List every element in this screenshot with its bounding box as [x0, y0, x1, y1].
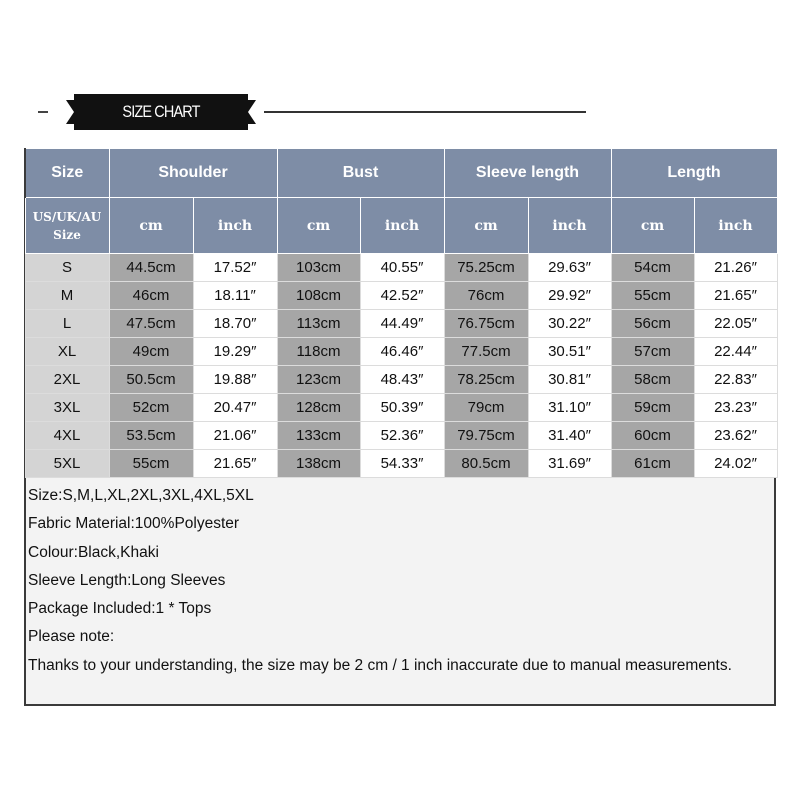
- size-cell: S: [25, 254, 109, 282]
- measurement-cell: 20.47″: [193, 394, 277, 422]
- measurement-cell: 31.69″: [528, 450, 611, 478]
- measurement-cell: 50.39″: [360, 394, 444, 422]
- measurement-cell: 79.75cm: [444, 422, 528, 450]
- table-row: [25, 394, 777, 422]
- note-please-note: Please note:: [28, 628, 115, 646]
- measurement-cell: 46.46″: [360, 338, 444, 366]
- measurement-cell: 23.62″: [694, 422, 777, 450]
- measurement-cell: 19.29″: [193, 338, 277, 366]
- measurement-cell: 76.75cm: [444, 310, 528, 338]
- measurement-cell: 53.5cm: [109, 422, 193, 450]
- size-cell: L: [25, 310, 109, 338]
- table-row: [25, 450, 777, 478]
- measurement-cell: 21.65″: [193, 450, 277, 478]
- measurement-cell: 50.5cm: [109, 366, 193, 394]
- measurement-cell: 21.06″: [193, 422, 277, 450]
- header-region-size: [25, 198, 109, 254]
- unit-length-inch: inch: [694, 198, 777, 254]
- header-sleeve-length: Sleeve length: [444, 149, 611, 198]
- measurement-cell: 30.81″: [528, 366, 611, 394]
- measurement-cell: 78.25cm: [444, 366, 528, 394]
- unit-length-cm: cm: [611, 198, 694, 254]
- measurement-cell: 47.5cm: [109, 310, 193, 338]
- decorative-line-right: [264, 111, 586, 113]
- region-size-label: Size: [53, 227, 81, 242]
- unit-shoulder-inch: inch: [193, 198, 277, 254]
- table-row: [25, 422, 777, 450]
- banner-title: SIZE CHART: [122, 102, 200, 121]
- measurement-cell: 118cm: [277, 338, 360, 366]
- measurement-cell: 22.05″: [694, 310, 777, 338]
- product-notes: [28, 482, 768, 680]
- measurement-cell: 23.23″: [694, 394, 777, 422]
- measurement-cell: 29.92″: [528, 282, 611, 310]
- measurement-cell: 44.49″: [360, 310, 444, 338]
- measurement-cell: 52.36″: [360, 422, 444, 450]
- measurement-cell: 29.63″: [528, 254, 611, 282]
- measurement-cell: 22.44″: [694, 338, 777, 366]
- table-row: [25, 282, 777, 310]
- measurement-cell: 59cm: [611, 394, 694, 422]
- unit-bust-inch: inch: [360, 198, 444, 254]
- measurement-cell: 46cm: [109, 282, 193, 310]
- measurement-cell: 30.22″: [528, 310, 611, 338]
- measurement-cell: 54.33″: [360, 450, 444, 478]
- unit-sleeve-inch: inch: [528, 198, 611, 254]
- measurement-cell: 77.5cm: [444, 338, 528, 366]
- measurement-cell: 17.52″: [193, 254, 277, 282]
- measurement-cell: 19.88″: [193, 366, 277, 394]
- measurement-cell: 52cm: [109, 394, 193, 422]
- note-accuracy: Thanks to your understanding, the size may be 2 cm / 1 inch inaccurate due to manual measurements.: [28, 656, 732, 674]
- measurement-cell: 113cm: [277, 310, 360, 338]
- note-colour: Colour:Black,Khaki: [28, 543, 159, 561]
- decorative-dash-left: [38, 111, 48, 113]
- note-sleeve: Sleeve Length:Long Sleeves: [28, 571, 226, 589]
- measurement-cell: 58cm: [611, 366, 694, 394]
- table-row: [25, 366, 777, 394]
- measurement-cell: 55cm: [109, 450, 193, 478]
- measurement-cell: 55cm: [611, 282, 694, 310]
- measurement-cell: 60cm: [611, 422, 694, 450]
- table-header-row: [25, 149, 777, 198]
- size-cell: M: [25, 282, 109, 310]
- note-sizes: Size:S,M,L,XL,2XL,3XL,4XL,5XL: [28, 487, 254, 504]
- table-row: [25, 338, 777, 366]
- measurement-cell: 103cm: [277, 254, 360, 282]
- measurement-cell: 31.40″: [528, 422, 611, 450]
- size-cell: 4XL: [25, 422, 109, 450]
- table-units-row: [25, 198, 777, 254]
- measurement-cell: 48.43″: [360, 366, 444, 394]
- header-size: Size: [25, 149, 109, 198]
- measurement-cell: 44.5cm: [109, 254, 193, 282]
- size-chart-banner: [66, 94, 256, 130]
- measurement-cell: 133cm: [277, 422, 360, 450]
- measurement-cell: 76cm: [444, 282, 528, 310]
- table-row: [25, 254, 777, 282]
- table-row: [25, 310, 777, 338]
- measurement-cell: 22.83″: [694, 366, 777, 394]
- table-body: [25, 254, 777, 478]
- note-fabric: Fabric Material:100%Polyester: [28, 515, 240, 533]
- header-length: Length: [611, 149, 777, 198]
- unit-shoulder-cm: cm: [109, 198, 193, 254]
- measurement-cell: 128cm: [277, 394, 360, 422]
- unit-bust-cm: cm: [277, 198, 360, 254]
- size-table: [24, 148, 778, 478]
- measurement-cell: 30.51″: [528, 338, 611, 366]
- measurement-cell: 18.11″: [193, 282, 277, 310]
- measurement-cell: 61cm: [611, 450, 694, 478]
- size-cell: XL: [25, 338, 109, 366]
- measurement-cell: 49cm: [109, 338, 193, 366]
- measurement-cell: 123cm: [277, 366, 360, 394]
- measurement-cell: 75.25cm: [444, 254, 528, 282]
- header-bust: Bust: [277, 149, 444, 198]
- measurement-cell: 79cm: [444, 394, 528, 422]
- measurement-cell: 42.52″: [360, 282, 444, 310]
- size-cell: 5XL: [25, 450, 109, 478]
- measurement-cell: 21.65″: [694, 282, 777, 310]
- measurement-cell: 108cm: [277, 282, 360, 310]
- size-cell: 3XL: [25, 394, 109, 422]
- measurement-cell: 57cm: [611, 338, 694, 366]
- unit-sleeve-cm: cm: [444, 198, 528, 254]
- measurement-cell: 18.70″: [193, 310, 277, 338]
- measurement-cell: 21.26″: [694, 254, 777, 282]
- measurement-cell: 138cm: [277, 450, 360, 478]
- measurement-cell: 80.5cm: [444, 450, 528, 478]
- region-label: US/UK/AU: [32, 209, 102, 224]
- size-cell: 2XL: [25, 366, 109, 394]
- header-shoulder: Shoulder: [109, 149, 277, 198]
- note-package: Package Included:1 * Tops: [28, 600, 212, 618]
- measurement-cell: 40.55″: [360, 254, 444, 282]
- measurement-cell: 31.10″: [528, 394, 611, 422]
- measurement-cell: 56cm: [611, 310, 694, 338]
- measurement-cell: 54cm: [611, 254, 694, 282]
- measurement-cell: 24.02″: [694, 450, 777, 478]
